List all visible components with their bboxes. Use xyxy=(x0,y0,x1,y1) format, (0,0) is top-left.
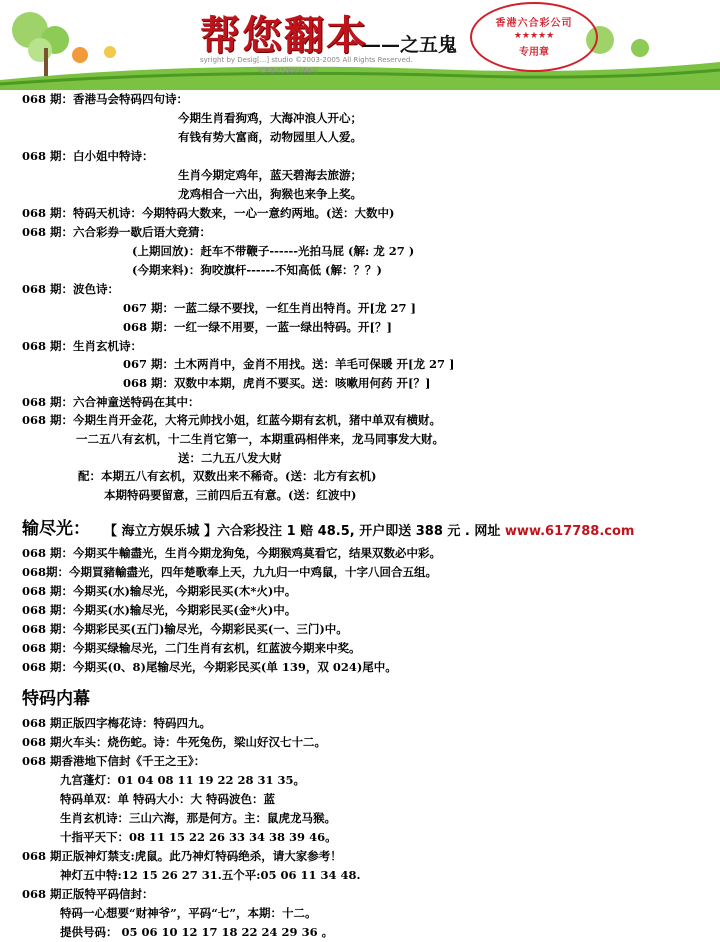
text-line: 配：本期五八有玄机，双数出来不稀奇。(送：北方有玄机) xyxy=(78,469,377,483)
stamp-stars: ★★★★★ xyxy=(513,31,555,41)
official-stamp xyxy=(470,2,598,72)
text-line: 068 期：今期买(0、8)尾输尽光，今期彩民买(单 139，双 024)尾中。 xyxy=(22,660,397,674)
text-line: 今期生肖看狗鸡，大海冲浪人开心； xyxy=(178,111,362,125)
text-line: 068 期：白小姐中特诗： xyxy=(22,149,154,163)
text-line: 神灯五中特:12 15 26 27 31.五个平:05 06 11 34 48. xyxy=(60,868,361,882)
text-line: 068 期：香港马会特码四句诗： xyxy=(22,92,189,106)
text-line: 068 期：生肖玄机诗： xyxy=(22,339,143,353)
copyright-text: syright by Desig[...] studio ©2003-2005 All Rights Reserved. xyxy=(200,56,413,64)
text-line: 特码单双：单 特码大小：大 特码波色：蓝 xyxy=(60,792,276,806)
text-line: 067 期：土木两肖中，金肖不用找。送：羊毛可保暖 开[龙 27 ] xyxy=(123,357,455,371)
text-line: 068期：今期買豬輸盡光，四年楚歌奉上天，九九归一中鸡鼠，十字八回合五组。 xyxy=(22,565,438,579)
text-line: 068 期：特码天机诗：今期特码大数来，一心一意约两地。(送：大数中) xyxy=(22,206,395,220)
section-heading-inside: 特码内幕 xyxy=(22,689,90,709)
text-line: 生肖今期定鸡年，蓝天碧海去旅游； xyxy=(178,168,362,182)
casino-advert[interactable] xyxy=(104,520,634,539)
page-subtitle: ——之五鬼 xyxy=(362,34,458,56)
page-header xyxy=(0,0,720,90)
text-line: (今期来料)：狗咬旗杆------不知高低 (解：？？) xyxy=(132,263,382,277)
text-line: 068 期：今期买(水)输尽光，今期彩民买(木*火)中。 xyxy=(22,584,297,598)
text-line: 067 期：一蓝二绿不要找，一红生肖出特肖。开[龙 27 ] xyxy=(123,301,416,315)
text-line: (上期回放)：赶车不带鞭子------光拍马屁 (解: 龙 27 ) xyxy=(132,244,415,258)
text-line: 068 期火车头：烧伤蛇。诗：牛死兔伤，梁山好汉七十二。 xyxy=(22,735,327,749)
text-line: 九宫蓬灯：01 04 08 11 19 22 28 31 35。 xyxy=(60,773,306,787)
text-line: 068 期：今期彩民买(五门)输尽光，今期彩民买(一、三门)中。 xyxy=(22,622,348,636)
text-line: 特码一心想要“财神爷”，平码“七”，本期：十二。 xyxy=(60,906,317,920)
text-line: 068 期：一红一绿不用要，一蓝一绿出特码。开[？] xyxy=(123,320,392,334)
text-line: 068 期正版特平码信封： xyxy=(22,887,154,901)
text-line: 068 期：今期生肖开金花，大将元帅找小姐，红蓝今期有玄机，猪中单双有横财。 xyxy=(22,413,442,427)
text-line: 送：二九五八发大财 xyxy=(178,451,282,465)
text-line: 068 期：今期买牛輸盡光，生肖今期龙狗兔，今期猴鸡莫看它，结果双数必中彩。 xyxy=(22,546,442,560)
section-heading-loss: 输尽光： xyxy=(22,519,90,539)
text-line: 068 期正版神灯禁支:虎鼠。此乃神灯特码绝杀，请大家参考！ xyxy=(22,849,342,863)
page-title: 帮您翻本 xyxy=(200,12,368,59)
text-line: 068 期正版四字梅花诗：特码四九。 xyxy=(22,716,212,730)
text-line: 068 期：今期买绿输尽光，二门生肖有玄机，红蓝波今期来中奖。 xyxy=(22,641,361,655)
icp-text: ICP备05006668号 xyxy=(258,67,319,75)
advert-url[interactable]: www.617788.com xyxy=(504,524,635,539)
text-line: 068 期：双数中本期，虎肖不要买。送：咳嗽用何药 开[？] xyxy=(123,376,431,390)
text-line: 生肖玄机诗：三山六海，那是何方。主：鼠虎龙马猴。 xyxy=(60,811,336,825)
advert-text: 【 海立方娱乐城 】六合彩投注 1 赔 48.5, 开户即送 388 元 . 网址 xyxy=(104,524,505,539)
text-line: 068 期：波色诗： xyxy=(22,282,120,296)
text-line: 一二五八有玄机，十二生肖它第一，本期重码相伴来，龙马同事发大财。 xyxy=(76,432,444,446)
text-line: 本期特码要留意，三前四后五有意。(送：红波中) xyxy=(104,488,357,502)
text-line: 十指平天下：08 11 15 22 26 33 34 38 39 46。 xyxy=(60,830,337,844)
stamp-label: 专用章 xyxy=(519,47,549,58)
stamp-company: 香港六合彩公司 xyxy=(495,18,573,29)
text-line: 龙鸡相合一六出，狗猴也来争上奖。 xyxy=(178,187,362,201)
text-line: 提供号码： 05 06 10 12 17 18 22 24 29 36 。 xyxy=(60,925,334,939)
text-line: 068 期：六合彩券一歇后语大竞猜： xyxy=(22,225,212,239)
text-line: 有钱有势大富商，动物园里人人爱。 xyxy=(178,130,362,144)
text-line: 068 期香港地下信封《千王之王》： xyxy=(22,754,206,768)
text-line: 068 期：今期买(水)输尽光，今期彩民买(金*火)中。 xyxy=(22,603,297,617)
text-line: 068 期：六合神童送特码在其中： xyxy=(22,395,200,409)
